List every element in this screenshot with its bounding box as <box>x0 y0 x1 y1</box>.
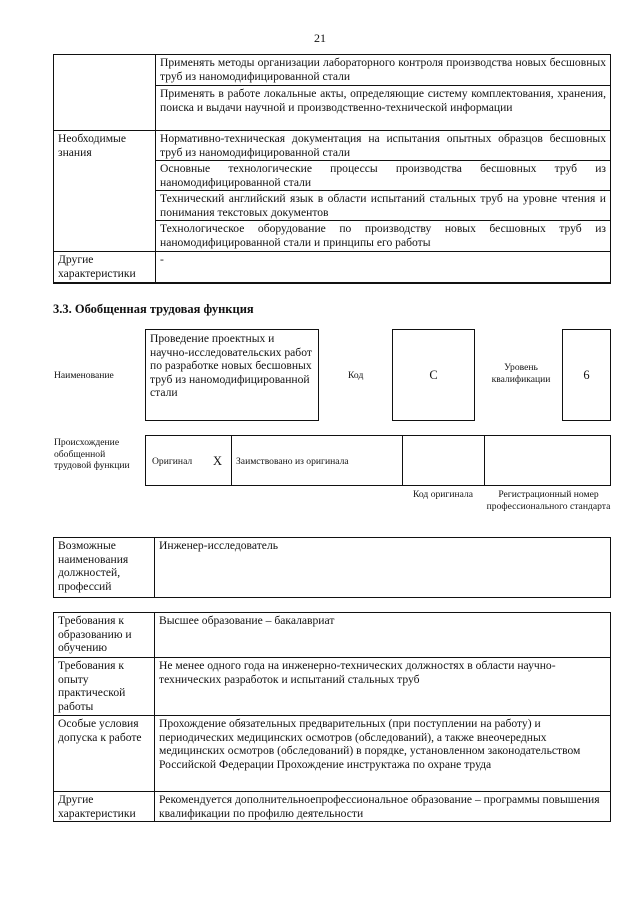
level-label: Уровень квалификации <box>491 362 551 385</box>
table-row <box>54 658 611 716</box>
row-text: Рекомендуется дополнительноепрофессиональное образование – программы повышения квалификации по профилю деятельности <box>155 792 611 822</box>
original-label: Оригинал <box>152 456 193 467</box>
positions-value: Инженер-исследователь <box>155 538 611 598</box>
row-text: Применять методы организации лабораторного контроля производства новых бесшовных труб из наномодифицированной стали <box>156 55 611 86</box>
row-text: Высшее образование – бакалавриат <box>155 613 611 658</box>
positions-table <box>53 537 611 598</box>
original-mark: X <box>213 454 223 468</box>
gtf-name-value: Проведение проектных и научно-исследовательских работ по разработке новых бесшовных труб из наномодифицированной стали <box>150 332 312 399</box>
row-text: Нормативно-техническая документация на испытания опытных образцов бесшовных труб из наномодифицированной стали <box>156 131 611 161</box>
row-label: Другие характеристики <box>54 792 155 822</box>
borrowed-label: Заимствовано из оригинала <box>236 456 349 467</box>
table-row <box>54 55 611 86</box>
knowledge-table <box>53 54 611 284</box>
row-label: Особые условия допуска к работе <box>54 716 155 792</box>
code-label: Код <box>348 370 364 381</box>
requirements-table <box>53 612 611 822</box>
table-row <box>54 131 611 161</box>
original-code-label: Код оригинала <box>412 489 474 500</box>
row-label: Требования к образованию и обучению <box>54 613 155 658</box>
table-row <box>54 613 611 658</box>
section-title: 3.3. Обобщенная трудовая функция <box>53 302 254 316</box>
row-text: Технологическое оборудование по производству новых бесшовных труб из наномодифицированной стали и принципы его работы <box>156 221 611 252</box>
table-row <box>54 716 611 792</box>
positions-label: Возможные наименования должностей, профессий <box>54 538 155 598</box>
row-text: - <box>156 252 611 283</box>
row-label: Другие характеристики <box>54 252 156 283</box>
row-text: Основные технологические процессы производства бесшовных труб из наномодифицированной стали <box>156 161 611 191</box>
code-box <box>392 329 475 421</box>
page-number: 21 <box>314 31 326 45</box>
row-label: Требования к опыту практической работы <box>54 658 155 716</box>
table-row <box>54 538 611 598</box>
name-label: Наименование <box>54 370 114 381</box>
row-label <box>54 55 156 131</box>
origin-label: Происхождение обобщенной трудовой функции <box>54 437 130 471</box>
row-text: Не менее одного года на инженерно-технических должностях в области научно-технических разработок и испытаний стальных труб <box>155 658 611 716</box>
code-value: C <box>429 368 438 382</box>
row-text: Применять в работе локальные акты, определяющие систему комплектования, хранения, поиска и выдачи научной и производственно-технической информации <box>156 86 611 131</box>
table-row <box>54 792 611 822</box>
row-text: Технический английский язык в области испытаний стальных труб на уровне чтения и понимания текстовых документов <box>156 191 611 221</box>
origin-box <box>145 435 611 486</box>
level-box <box>562 329 611 421</box>
gtf-name-box <box>145 329 319 421</box>
level-value: 6 <box>583 368 590 382</box>
row-label: Необходимые знания <box>54 131 156 252</box>
table-row <box>54 252 611 283</box>
reg-number-label: Регистрационный номер профессионального стандарта <box>486 489 611 512</box>
row-text: Прохождение обязательных предварительных (при поступлении на работу) и периодических медицинских осмотров (обследований), а также внеочередных медицинских осмотров (обследований) в порядке, установленном законодательством Российской Федерации Прохождение инструктажа по охране труда <box>155 716 611 792</box>
